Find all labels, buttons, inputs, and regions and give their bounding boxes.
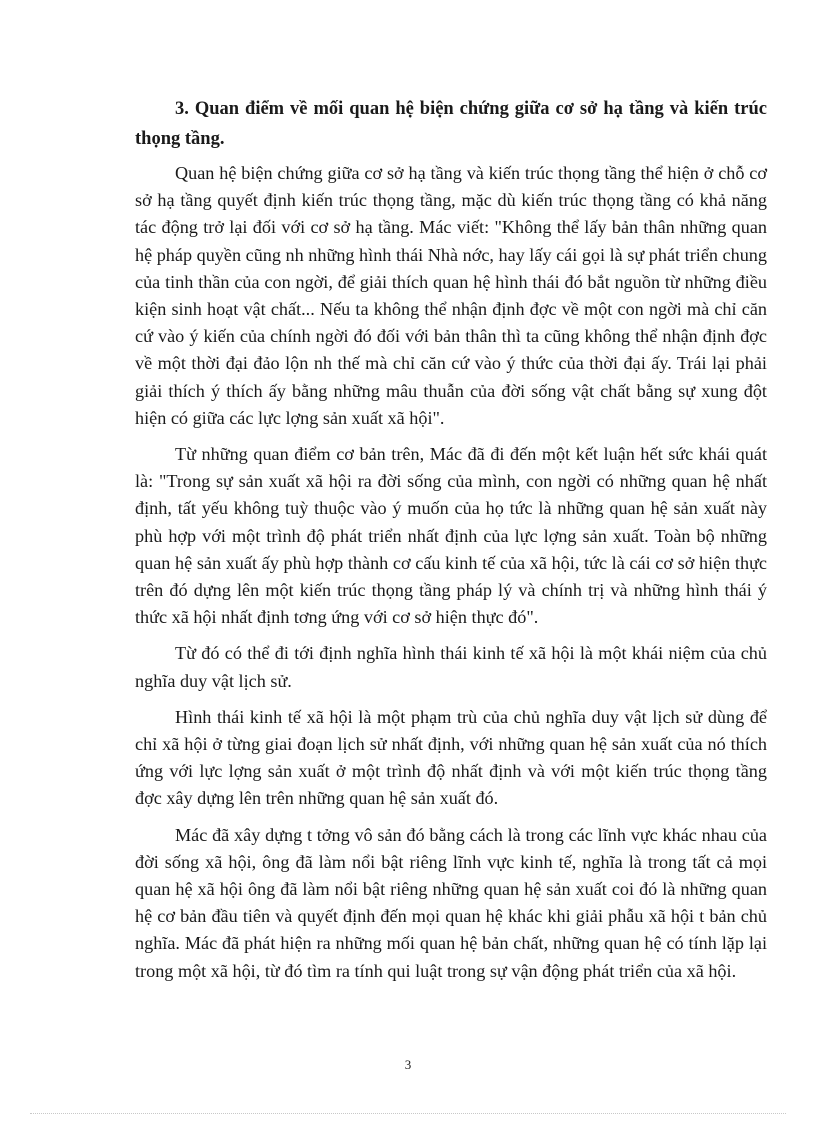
page-bottom-divider bbox=[30, 1113, 786, 1114]
paragraph-5: Mác đã xây dựng t tởng vô sản đó bằng cách là trong các lĩnh vực khác nhau của đời sống xã hội, ông đã làm nổi bật riêng lĩnh vực kinh tế, nghĩa là trong tất cả mọi quan hệ xã hội ông đã làm nổi bật riêng những quan hệ sản xuất coi đó là những quan hệ cơ bản đầu tiên và quyết định đến mọi quan hệ khác khi giải phẫu xã hội t bản chủ nghĩa. Mác đã phát hiện ra những mối quan hệ bản chất, những quan hệ có tính lặp lại trong một xã hội, từ đó tìm ra tính qui luật trong sự vận động phát triển của xã hội. bbox=[135, 824, 767, 981]
paragraph-1: Quan hệ biện chứng giữa cơ sở hạ tầng và kiến trúc thọng tầng thể hiện ở chỗ cơ sở hạ tầng quyết định kiến trúc thọng tầng, mặc dù kiến trúc thọng tầng có khả năng tác động trở lại đối với cơ sở hạ tầng. Mác viết: "Không thể lấy bản thân những quan hệ pháp quyền cũng nh những hình thái Nhà nớc, hay lấy cái gọi là sự phát triển chung của tinh thần của con ngời, để giải thích quan hệ hình thái đó bắt nguồn từ những điều kiện sinh hoạt vật chất... Nếu ta không thể nhận định đợc về một con ngời mà chỉ căn cứ vào ý kiến của chính ngời đó đối với bản thân thì ta cũng không thể nhận định đợc về một thời đại đảo lộn nh thế mà chỉ căn cứ vào ý thức của thời đại ấy. Trái lại phải giải thích ý thích ấy bằng những mâu thuẫn của đời sống vật chất bằng sự xung đột hiện có giữa các lực lợng sản xuất xã hội". bbox=[135, 163, 767, 428]
section-heading: 3. Quan điểm về mối quan hệ biện chứng giữa cơ sở hạ tầng và kiến trúc thọng tầng. bbox=[135, 99, 767, 149]
paragraph-3: Từ đó có thể đi tới định nghĩa hình thái kinh tế xã hội là một khái niệm của chủ nghĩa duy vật lịch sử. bbox=[135, 643, 767, 691]
paragraph-2: Từ những quan điểm cơ bản trên, Mác đã đi đến một kết luận hết sức khái quát là: "Trong sự sản xuất xã hội ra đời sống của mình, con ngời có những quan hệ nhất định, tất yếu không tuỳ thuộc vào ý muốn của họ tức là những quan hệ sản xuất này phù hợp với một trình độ phát triển nhất định của lực lợng sản xuất. Toàn bộ những quan hệ sản xuất ấy phù hợp thành cơ cấu kinh tế của xã hội, tức là cái cơ sở hiện thực trên đó dựng lên một kiến trúc thọng tầng pháp lý và chính trị và những hình thái ý thức xã hội nhất định tơng ứng với cơ sở hiện thực đó". bbox=[135, 444, 767, 628]
document-body bbox=[135, 94, 767, 994]
paragraph-4: Hình thái kinh tế xã hội là một phạm trù của chủ nghĩa duy vật lịch sử dùng để chỉ xã hội ở từng giai đoạn lịch sử nhất định, với những quan hệ sản xuất của nó thích ứng với lực lợng sản xuất ở một trình độ nhất định và với một kiến trúc thọng tầng đợc xây dựng lên trên những quan hệ sản xuất đó. bbox=[135, 706, 767, 809]
page-number: 3 bbox=[404, 1057, 412, 1072]
